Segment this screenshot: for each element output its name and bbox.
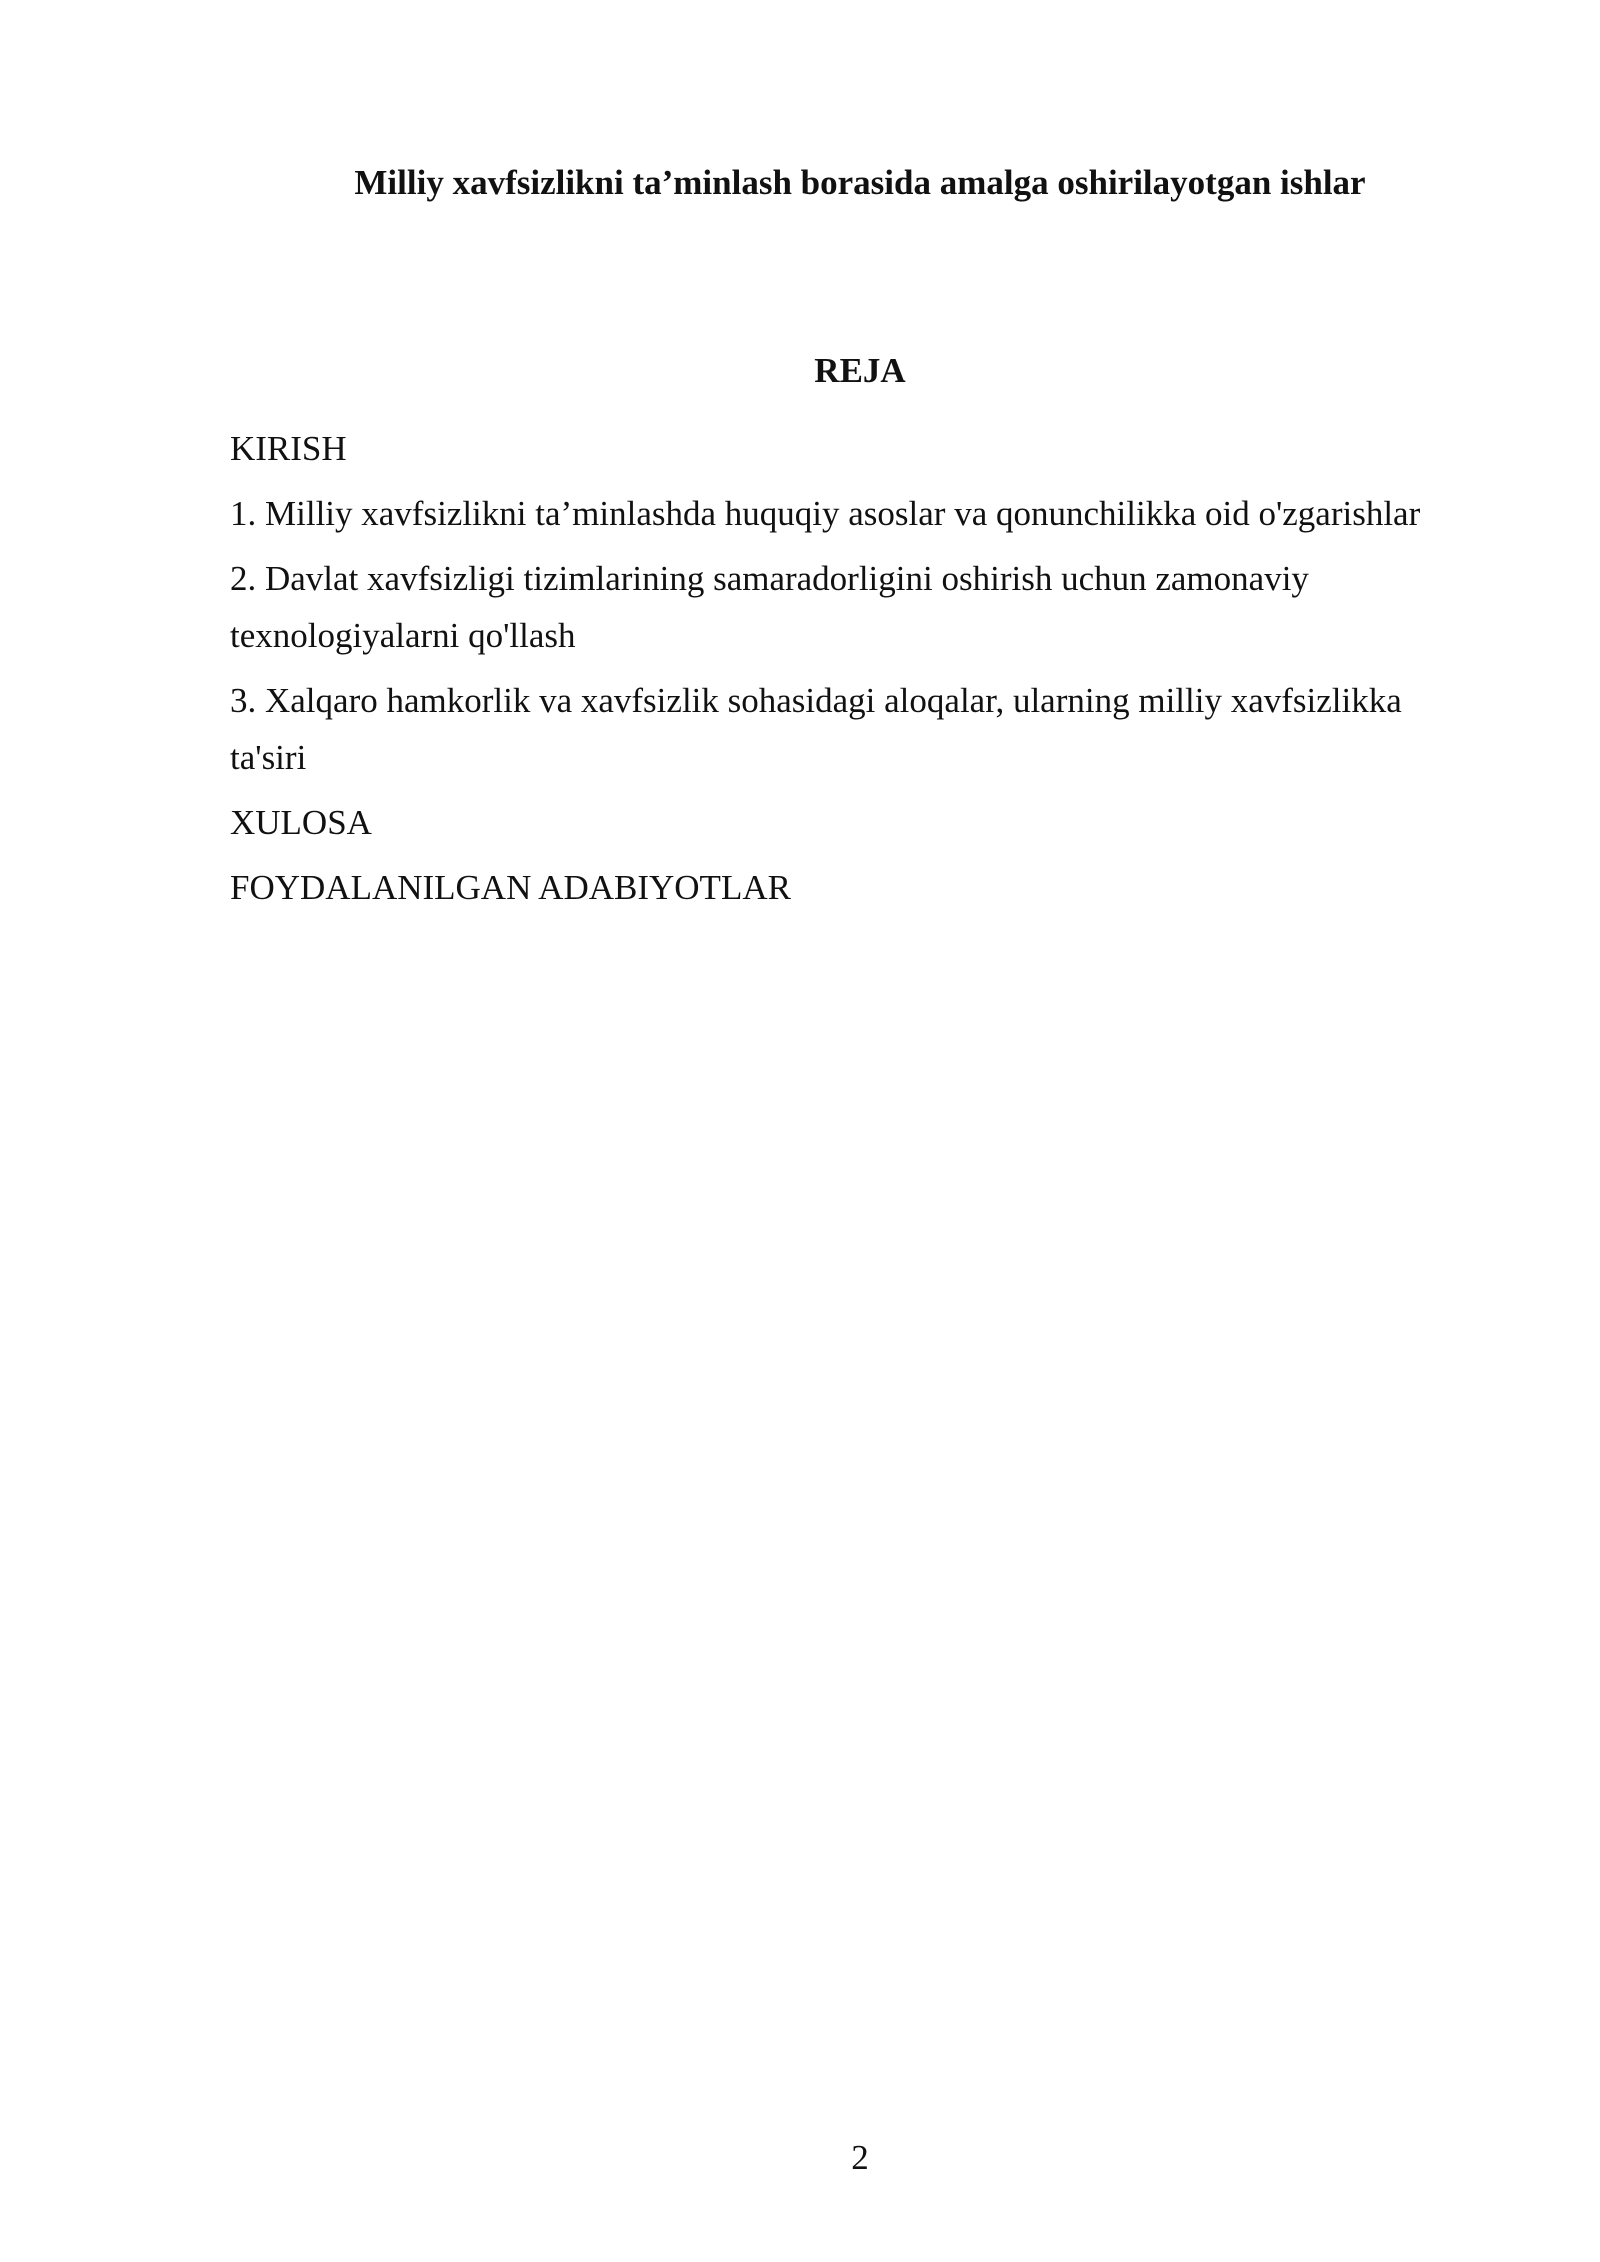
plan-list [230, 420, 1440, 924]
plan-item-conclusion: XULOSA [230, 803, 372, 842]
plan-item-references: FOYDALANILGAN ADABIYOTLAR [230, 868, 791, 907]
plan-item-2: 2. Davlat xavfsizligi tizimlarining samaradorligini oshirish uchun zamonaviy texnologiyalarni qo'llash [230, 559, 1309, 655]
plan-heading: REJA [814, 351, 906, 390]
plan-item-3: 3. Xalqaro hamkorlik va xavfsizlik sohasidagi aloqalar, ularning milliy xavfsizlikka ta'siri [230, 681, 1402, 777]
page-number: 2 [851, 2138, 869, 2177]
plan-item-intro: KIRISH [230, 429, 347, 468]
plan-item-1: 1. Milliy xavfsizlikni ta’minlashda huquqiy asoslar va qonunchilikka oid o'zgarishlar [230, 494, 1421, 533]
document-title: Milliy xavfsizlikni ta’minlash borasida amalga oshirilayotgan ishlar [354, 163, 1366, 202]
